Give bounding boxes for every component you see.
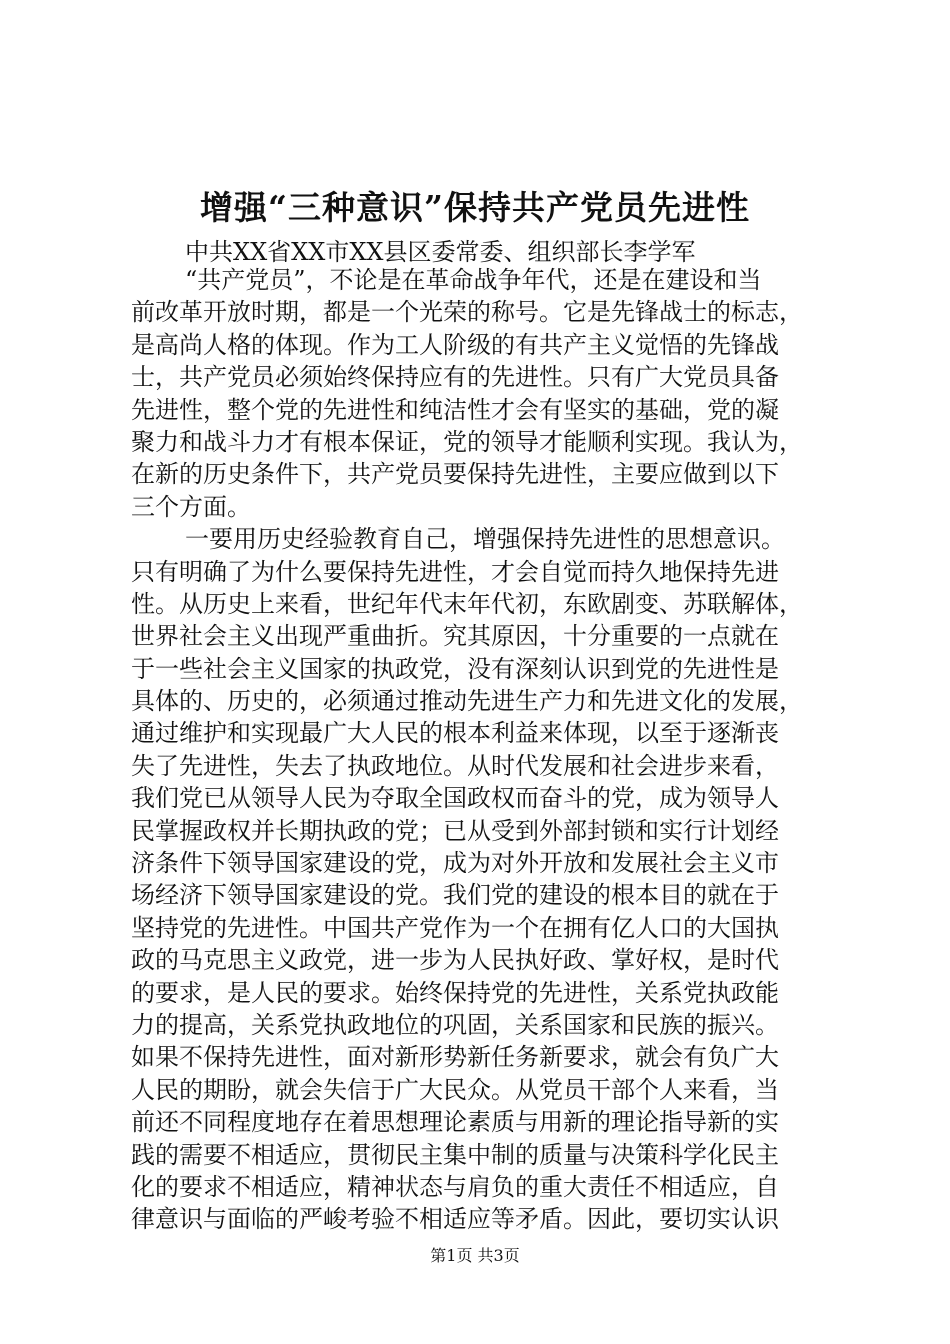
text-line: 我们党已从领导人民为夺取全国政权而奋斗的党，成为领导人 (131, 784, 779, 813)
text-line: 人民的期盼，就会失信于广大民众。从党员干部个人来看，当 (131, 1075, 779, 1104)
text-line: 一要用历史经验教育自己，增强保持先进性的思想意识。 (185, 525, 785, 554)
text-line: 只有明确了为什么要保持先进性，才会自觉而持久地保持先进 (131, 557, 779, 586)
text-line: “共产党员”，不论是在革命战争年代，还是在建设和当 (185, 266, 762, 294)
text-line: 前改革开放时期，都是一个光荣的称号。它是先锋战士的标志， (131, 298, 803, 327)
text-line: 律意识与面临的严峻考验不相适应等矛盾。因此，要切实认识 (131, 1205, 779, 1234)
text-line: 聚力和战斗力才有根本保证，党的领导才能顺利实现。我认为， (131, 427, 803, 456)
text-line: 通过维护和实现最广大人民的根本利益来体现，以至于逐渐丧 (131, 719, 779, 748)
text-line: 于一些社会主义国家的执政党，没有深刻认识到党的先进性是 (131, 654, 779, 683)
text-line: 践的需要不相适应，贯彻民主集中制的质量与决策科学化民主 (131, 1140, 779, 1169)
text-line: 士，共产党员必须始终保持应有的先进性。只有广大党员具备 (131, 363, 779, 392)
text-line: 民掌握政权并长期执政的党；已从受到外部封锁和实行计划经 (131, 816, 779, 845)
text-line: 的要求，是人民的要求。始终保持党的先进性，关系党执政能 (131, 978, 779, 1007)
author-line: 中共XX省XX市XX县区委常委、组织部长李学军 (185, 238, 696, 266)
text-line: 三个方面。 (131, 492, 251, 521)
page-footer: 第1页 共3页 (430, 1246, 520, 1265)
text-line: 化的要求不相适应，精神状态与肩负的重大责任不相适应，自 (131, 1172, 779, 1201)
text-line: 在新的历史条件下，共产党员要保持先进性，主要应做到以下 (131, 460, 779, 489)
text-line: 具体的、历史的，必须通过推动先进生产力和先进文化的发展， (131, 687, 803, 716)
text-line: 是高尚人格的体现。作为工人阶级的有共产主义觉悟的先锋战 (131, 330, 779, 359)
text-line: 如果不保持先进性，面对新形势新任务新要求，就会有负广大 (131, 1043, 779, 1072)
text-line: 失了先进性，失去了执政地位。从时代发展和社会进步来看， (131, 751, 779, 780)
text-line: 济条件下领导国家建设的党，成为对外开放和发展社会主义市 (131, 849, 779, 878)
text-line: 前还不同程度地存在着思想理论素质与用新的理论指导新的实 (131, 1108, 779, 1137)
text-line: 性。从历史上来看，世纪年代末年代初，东欧剧变、苏联解体， (131, 589, 803, 618)
text-line: 政的马克思主义政党，进一步为人民执好政、掌好权，是时代 (131, 946, 779, 975)
text-line: 坚持党的先进性。中国共产党作为一个在拥有亿人口的大国执 (131, 913, 779, 942)
document-body (131, 264, 831, 1236)
document-title: 增强“三种意识”保持共产党员先进性 (200, 188, 750, 227)
text-line: 场经济下领导国家建设的党。我们党的建设的根本目的就在于 (131, 881, 779, 910)
text-line: 先进性，整个党的先进性和纯洁性才会有坚实的基础，党的凝 (131, 395, 779, 424)
text-line: 世界社会主义出现严重曲折。究其原因，十分重要的一点就在 (131, 622, 779, 651)
text-line: 力的提高，关系党执政地位的巩固，关系国家和民族的振兴。 (131, 1010, 779, 1039)
